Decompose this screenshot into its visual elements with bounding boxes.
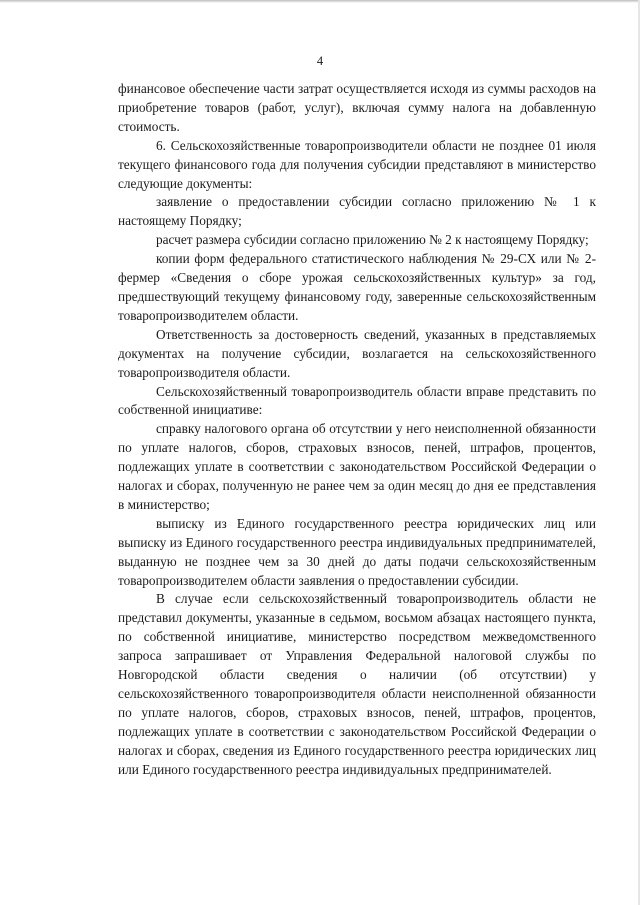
paragraph-continuation: финансовое обеспечение части затрат осуществляется исходя из суммы расходов на приобретение товаров (работ, услуг), включая сумму налога на добавленную стоимость.: [118, 81, 596, 134]
paragraph-registry-extract: выписку из Единого государственного реестра юридических лиц или выписку из Единого государственного реестра индивидуальных предпринимателей, выданную не позднее чем за 30 дней до даты подачи сельскохозяйственным товаропроизводителем области заявления о предоставлении субсидии.: [118, 515, 596, 588]
paragraph-item-6: 6. Сельскохозяйственные товаропроизводители области не позднее 01 июля текущего финансового года для получения субсидии представляют в министерство следующие документы:: [118, 137, 596, 191]
paragraph-interagency-request: В случае если сельскохозяйственный товаропроизводитель области не представил документы, указанные в седьмом, восьмом абзацах настоящего пункта, по собственной инициативе, министерство посредством межведомственного запроса запрашивает от Управления Федеральной налоговой службы по Новгородской области сведения о наличии (об отсутствии) у сельскохозяйственного товаропроизводителя области неисполненной обязанности по уплате налогов, сборов, страховых взносов, пеней, штрафов, процентов, подлежащих уплате в соответствии с законодательством Российской Федерации о налогах и сборах, сведения из Единого государственного реестра юридических лиц или Единого государственного реестра индивидуальных предпринимателей.: [118, 591, 596, 777]
page-number: 4: [316, 54, 324, 68]
scan-edge-top: [0, 0, 640, 3]
paragraph-tax-certificate: справку налогового органа об отсутствии у него неисполненной обязанности по уплате налогов, сборов, страховых взносов, пеней, штрафов, процентов, подлежащих уплате в соответствии с законодательством Российской Федерации о налогах и сборах, полученную не ранее чем за один месяц до дня ее представления в министерство;: [118, 421, 596, 512]
paragraph-own-initiative: Сельскохозяйственный товаропроизводитель области вправе представить по собственной инициативе:: [118, 383, 596, 418]
paragraph-application: заявление о предоставлении субсидии согласно приложению № 1 к настоящему Порядку;: [118, 194, 596, 229]
paragraph-statistical-forms: копии форм федерального статистического наблюдения № 29-СХ или № 2-фермер «Сведения о сборе урожая сельскохозяйственных культур» за год, предшествующий текущему финансовому году, заверенные сельскохозяйственным товаропроизводителем области.: [118, 251, 596, 323]
document-body: [118, 80, 596, 780]
paragraph-calculation: расчет размера субсидии согласно приложению № 2 к настоящему Порядку;: [156, 232, 589, 248]
paragraph-responsibility: Ответственность за достоверность сведений, указанных в представляемых документах на получение субсидии, возлагается на сельскохозяйственного товаропроизводителя области.: [118, 326, 596, 380]
